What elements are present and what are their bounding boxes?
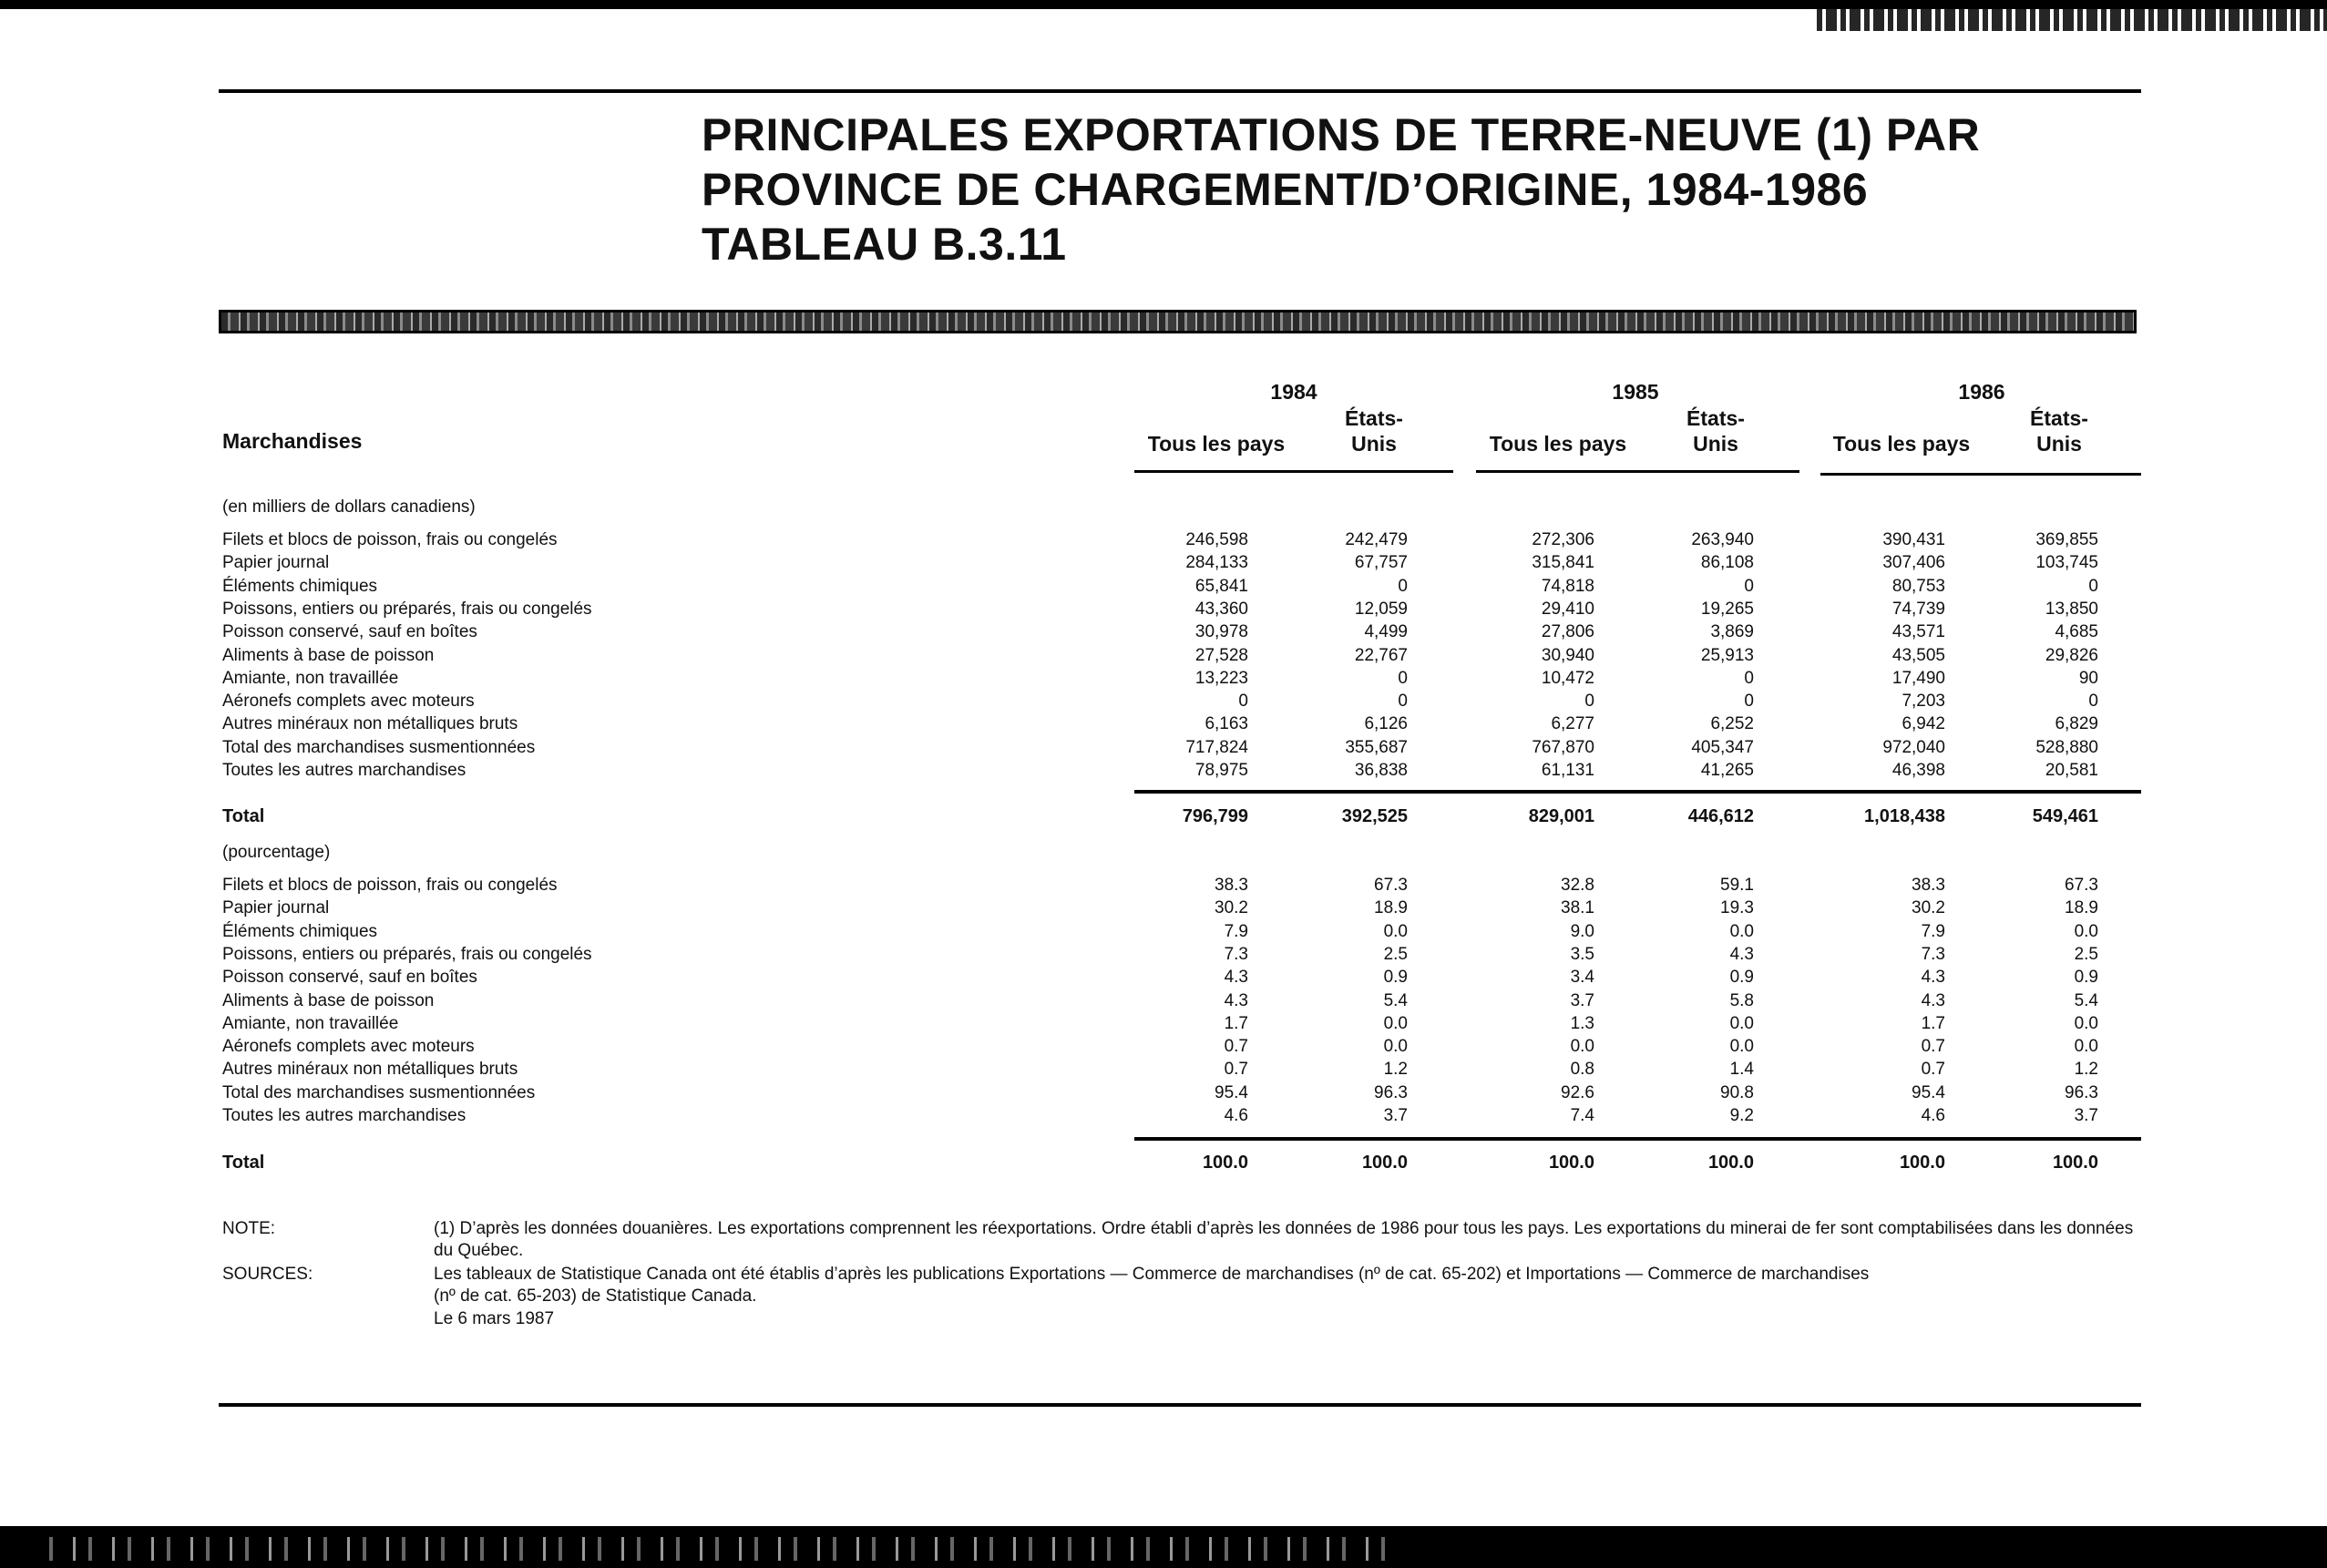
cell-1986-us: 549,461 [2032,806,2098,826]
cell-1984-all: 0.7 [1224,1060,1248,1080]
document-title [702,108,2068,272]
cell-1986-us: 29,826 [2045,645,2098,665]
cell-1986-us: 100.0 [2052,1153,2098,1173]
row-label: Éléments chimiques [222,921,378,941]
sources-key: SOURCES: [222,1265,313,1284]
cell-1984-us: 0.0 [1383,1037,1408,1057]
cell-1985-us: 19,265 [1700,599,1754,619]
row-label: Aliments à base de poisson [222,645,435,665]
cell-1986-all: 0.7 [1921,1037,1945,1057]
cell-1985-all: 9.0 [1570,921,1594,941]
cell-1985-us: 5.8 [1729,990,1754,1010]
cell-1985-us: 0.9 [1729,968,1754,988]
table-row [0,667,2327,690]
row-label: Filets et blocs de poisson, frais ou congelés [222,530,558,549]
row-label: Aéronefs complets avec moteurs [222,692,475,712]
cell-1985-us: 405,347 [1691,737,1754,757]
cell-1985-all: 10,472 [1541,668,1594,688]
cell-1984-us: 67,757 [1354,553,1408,573]
cell-1986-all: 1.7 [1921,1013,1945,1033]
col-us-1984-line1: États- [1345,406,1403,430]
table-row [0,1081,2327,1104]
cell-1984-us: 12,059 [1354,599,1408,619]
scan-noise-bottom [36,1537,1403,1561]
cell-1984-all: 4.3 [1224,968,1248,988]
cell-1986-us: 13,850 [2045,599,2098,619]
table-row [0,551,2327,574]
table-row [0,620,2327,643]
row-label: Aliments à base de poisson [222,990,435,1010]
cell-1985-all: 315,841 [1532,553,1594,573]
cell-1985-all: 0.0 [1570,1037,1594,1057]
total-row [0,1152,2327,1174]
cell-1984-us: 0 [1398,668,1408,688]
year-1984: 1984 [1270,380,1317,404]
cell-1984-all: 7.3 [1224,944,1248,964]
cell-1984-us: 6,126 [1364,714,1408,734]
cell-1985-us: 0.0 [1729,1013,1754,1033]
row-label: Toutes les autres marchandises [222,761,466,780]
cell-1984-all: 78,975 [1194,761,1248,780]
total-row [0,805,2327,828]
cell-1985-all: 74,818 [1541,576,1594,596]
cell-1984-all: 284,133 [1185,553,1248,573]
col-all-1984: Tous les pays [1147,432,1286,456]
title-line-1: PRINCIPALES EXPORTATIONS DE TERRE-NEUVE (1) PAR [702,109,1981,160]
cell-1985-all: 27,806 [1541,622,1594,642]
cell-1984-us: 355,687 [1345,737,1408,757]
row-label: Poissons, entiers ou préparés, frais ou congelés [222,599,592,619]
cell-1984-all: 30.2 [1215,898,1248,918]
row-label: Éléments chimiques [222,576,378,596]
cell-1986-all: 4.3 [1921,968,1945,988]
col-us-1986-line1: États- [2030,406,2088,430]
row-label: Autres minéraux non métalliques bruts [222,1060,518,1080]
cell-1984-all: 796,799 [1182,806,1248,826]
cell-1985-all: 92.6 [1561,1082,1594,1102]
cell-1985-all: 38.1 [1561,898,1594,918]
cell-1985-us: 0 [1744,576,1754,596]
cell-1986-all: 0.7 [1921,1060,1945,1080]
cell-1984-us: 96.3 [1374,1082,1408,1102]
cell-1986-us: 103,745 [2035,553,2098,573]
header-underline-1984 [1134,470,1453,473]
col-us-1986-line2: Unis [2036,432,2082,456]
row-label: Amiante, non travaillée [222,668,399,688]
table-row [0,759,2327,782]
section-label-percent: (pourcentage) [222,843,331,862]
cell-1986-all: 43,505 [1891,645,1945,665]
row-label: Total [222,1153,265,1173]
table-row [0,712,2327,735]
cell-1986-us: 528,880 [2035,737,2098,757]
header-underline-1986 [1820,473,2141,476]
cell-1986-all: 7,203 [1902,692,1945,712]
cell-1986-all: 100.0 [1899,1153,1945,1173]
total-rule-percent [1134,1137,2141,1141]
top-rule [219,89,2141,93]
cell-1984-us: 5.4 [1383,990,1408,1010]
stub-header: Marchandises [222,429,363,453]
title-line-2: PROVINCE DE CHARGEMENT/D’ORIGINE, 1984-1986 [702,164,1869,215]
cell-1986-us: 6,829 [2055,714,2098,734]
cell-1984-us: 36,838 [1354,761,1408,780]
cell-1984-us: 2.5 [1383,944,1408,964]
cell-1986-all: 74,739 [1891,599,1945,619]
cell-1984-all: 7.9 [1224,921,1248,941]
row-label: Aéronefs complets avec moteurs [222,1037,475,1057]
note-key: NOTE: [222,1219,276,1238]
cell-1985-all: 0 [1584,692,1594,712]
row-label: Poisson conservé, sauf en boîtes [222,622,477,642]
table-row [0,1104,2327,1127]
cell-1986-all: 307,406 [1882,553,1945,573]
table-row [0,1035,2327,1058]
cell-1984-us: 100.0 [1361,1153,1408,1173]
cell-1984-all: 4.3 [1224,990,1248,1010]
title-line-3: TABLEAU B.3.11 [702,219,1067,270]
cell-1984-all: 0.7 [1224,1037,1248,1057]
cell-1984-all: 4.6 [1224,1106,1248,1125]
table-row [0,989,2327,1012]
total-rule-values [1134,790,2141,794]
col-us-1985-line1: États- [1686,406,1745,430]
cell-1984-us: 392,525 [1341,806,1408,826]
cell-1985-us: 41,265 [1700,761,1754,780]
cell-1986-us: 18.9 [2065,898,2098,918]
cell-1985-all: 829,001 [1528,806,1594,826]
cell-1985-us: 90.8 [1720,1082,1754,1102]
row-label: Amiante, non travaillée [222,1013,399,1033]
row-label: Total des marchandises susmentionnées [222,737,536,757]
section-label-values: (en milliers de dollars canadiens) [222,497,476,517]
cell-1984-all: 1.7 [1224,1013,1248,1033]
table-row [0,575,2327,598]
cell-1986-all: 80,753 [1891,576,1945,596]
cell-1984-all: 43,360 [1194,599,1248,619]
cell-1986-all: 1,018,438 [1864,806,1945,826]
cell-1986-all: 972,040 [1882,737,1945,757]
cell-1984-all: 30,978 [1194,622,1248,642]
cell-1984-us: 242,479 [1345,530,1408,549]
cell-1984-all: 100.0 [1202,1153,1248,1173]
cell-1986-all: 17,490 [1891,668,1945,688]
cell-1984-all: 65,841 [1194,576,1248,596]
cell-1984-all: 717,824 [1185,737,1248,757]
header-band [219,310,2137,333]
cell-1985-us: 0.0 [1729,1037,1754,1057]
cell-1984-us: 0.9 [1383,968,1408,988]
cell-1985-all: 3.4 [1570,968,1594,988]
cell-1984-all: 38.3 [1215,876,1248,895]
cell-1985-us: 4.3 [1729,944,1754,964]
cell-1984-us: 0 [1398,576,1408,596]
table-row [0,528,2327,551]
cell-1986-us: 20,581 [2045,761,2098,780]
table-row [0,644,2327,667]
cell-1985-all: 30,940 [1541,645,1594,665]
year-1986: 1986 [1958,380,2005,404]
cell-1986-us: 67.3 [2065,876,2098,895]
cell-1985-us: 59.1 [1720,876,1754,895]
cell-1985-all: 7.4 [1570,1106,1594,1125]
cell-1985-all: 3.7 [1570,990,1594,1010]
cell-1985-us: 25,913 [1700,645,1754,665]
sources-line-1: Les tableaux de Statistique Canada ont été établis d’après les publications Exportations — Commerce de marchandises (nº de cat. 65-202) et Importations — Commerce de marchandises [434,1265,1870,1284]
bottom-rule [219,1403,2141,1407]
cell-1984-us: 22,767 [1354,645,1408,665]
cell-1986-all: 6,942 [1902,714,1945,734]
cell-1986-all: 7.9 [1921,921,1945,941]
year-1985: 1985 [1612,380,1659,404]
cell-1986-us: 0.0 [2074,921,2098,941]
cell-1985-all: 61,131 [1541,761,1594,780]
cell-1985-all: 3.5 [1570,944,1594,964]
table-row [0,1058,2327,1081]
col-us-1984-line2: Unis [1351,432,1397,456]
cell-1984-us: 0.0 [1383,1013,1408,1033]
cell-1984-us: 0.0 [1383,921,1408,941]
cell-1986-us: 0 [2088,576,2098,596]
cell-1986-us: 5.4 [2074,990,2098,1010]
cell-1985-us: 100.0 [1707,1153,1754,1173]
scan-border-top [0,0,2327,9]
cell-1986-all: 38.3 [1912,876,1945,895]
cell-1986-us: 0.9 [2074,968,2098,988]
cell-1986-us: 96.3 [2065,1082,2098,1102]
cell-1986-us: 4,685 [2055,622,2098,642]
cell-1986-all: 4.6 [1921,1106,1945,1125]
row-label: Total [222,806,265,826]
table-row [0,690,2327,712]
cell-1985-us: 263,940 [1691,530,1754,549]
sources-line-2: (nº de cat. 65-203) de Statistique Canada. [434,1286,757,1306]
cell-1984-all: 0 [1238,692,1248,712]
cell-1986-us: 90 [2078,668,2098,688]
cell-1985-all: 6,277 [1551,714,1594,734]
table-row [0,736,2327,759]
row-label: Poisson conservé, sauf en boîtes [222,968,477,988]
cell-1986-all: 43,571 [1891,622,1945,642]
table-row [0,943,2327,966]
col-us-1985-line2: Unis [1693,432,1738,456]
row-label: Total des marchandises susmentionnées [222,1082,536,1102]
cell-1985-us: 86,108 [1700,553,1754,573]
cell-1984-us: 67.3 [1374,876,1408,895]
note-text: (1) D’après les données douanières. Les exportations comprennent les réexportations. Ordre établi d’après les données de 1986 pour tous les pays. Les exportations du minerai de fer sont comptabilisées dans les données du Québec. [434,1219,2134,1260]
cell-1985-us: 1.4 [1729,1060,1754,1080]
cell-1985-us: 6,252 [1710,714,1754,734]
row-label: Poissons, entiers ou préparés, frais ou congelés [222,944,592,964]
cell-1986-us: 3.7 [2074,1106,2098,1125]
cell-1985-us: 19.3 [1720,898,1754,918]
table-row [0,897,2327,919]
cell-1986-all: 7.3 [1921,944,1945,964]
cell-1986-us: 369,855 [2035,530,2098,549]
table-row [0,1012,2327,1035]
cell-1986-us: 0.0 [2074,1037,2098,1057]
cell-1986-all: 95.4 [1912,1082,1945,1102]
cell-1985-us: 9.2 [1729,1106,1754,1125]
sources-line-3: Le 6 mars 1987 [434,1309,555,1328]
cell-1986-all: 30.2 [1912,898,1945,918]
row-label: Filets et blocs de poisson, frais ou congelés [222,876,558,895]
cell-1984-us: 0 [1398,692,1408,712]
cell-1984-all: 6,163 [1205,714,1248,734]
cell-1984-all: 95.4 [1215,1082,1248,1102]
table-row [0,920,2327,943]
cell-1985-all: 767,870 [1532,737,1594,757]
cell-1985-us: 0 [1744,668,1754,688]
row-label: Papier journal [222,553,330,573]
cell-1986-us: 1.2 [2074,1060,2098,1080]
cell-1985-us: 446,612 [1687,806,1754,826]
cell-1984-us: 1.2 [1383,1060,1408,1080]
row-label: Papier journal [222,898,330,918]
cell-1984-us: 4,499 [1364,622,1408,642]
cell-1986-all: 390,431 [1882,530,1945,549]
cell-1986-all: 4.3 [1921,990,1945,1010]
cell-1985-all: 100.0 [1548,1153,1594,1173]
table-row [0,874,2327,897]
cell-1985-all: 1.3 [1570,1013,1594,1033]
cell-1986-us: 0.0 [2074,1013,2098,1033]
col-all-1985: Tous les pays [1489,432,1627,456]
table-row [0,966,2327,989]
col-all-1986: Tous les pays [1832,432,1971,456]
cell-1985-us: 3,869 [1710,622,1754,642]
cell-1985-us: 0 [1744,692,1754,712]
cell-1985-all: 29,410 [1541,599,1594,619]
cell-1985-all: 272,306 [1532,530,1594,549]
cell-1984-us: 3.7 [1383,1106,1408,1125]
cell-1985-all: 0.8 [1570,1060,1594,1080]
cell-1986-all: 46,398 [1891,761,1945,780]
cell-1984-all: 27,528 [1194,645,1248,665]
row-label: Autres minéraux non métalliques bruts [222,714,518,734]
scan-noise-top [1817,9,2327,31]
table-row [0,598,2327,620]
cell-1985-all: 32.8 [1561,876,1594,895]
cell-1985-us: 0.0 [1729,921,1754,941]
cell-1986-us: 0 [2088,692,2098,712]
cell-1984-all: 246,598 [1185,530,1248,549]
header-underline-1985 [1476,470,1799,473]
row-label: Toutes les autres marchandises [222,1106,466,1125]
cell-1984-us: 18.9 [1374,898,1408,918]
cell-1984-all: 13,223 [1194,668,1248,688]
cell-1986-us: 2.5 [2074,944,2098,964]
